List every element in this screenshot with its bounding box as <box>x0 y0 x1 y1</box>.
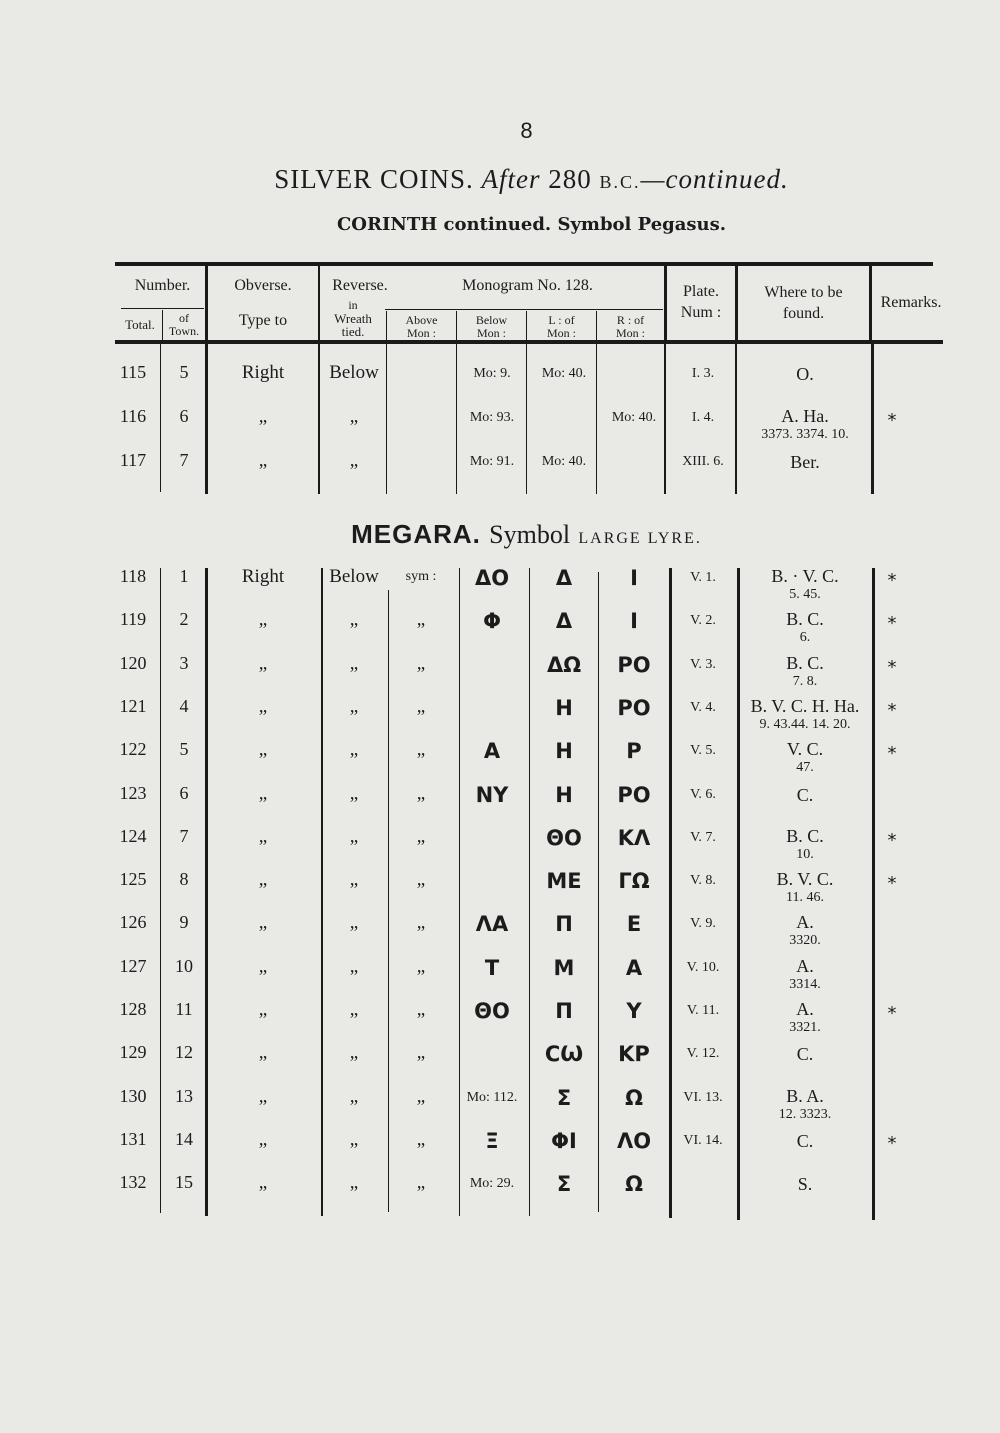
row-town: 6 <box>179 782 189 803</box>
row-where: Ber. <box>790 452 820 472</box>
row-right-mon: Ω <box>625 1085 643 1110</box>
row-town: 1 <box>179 566 189 586</box>
row-type: „ <box>258 912 268 934</box>
row-type: „ <box>258 825 268 847</box>
row-above-mon: „ <box>416 695 426 717</box>
row-where: A. <box>796 912 814 933</box>
row-total: 117 <box>119 450 147 470</box>
row-plate: I. 4. <box>691 410 715 425</box>
header-below-mon: Mon : <box>476 326 506 340</box>
page-title <box>0 164 1000 195</box>
row-plate: V. 7. <box>690 829 716 845</box>
row-type: „ <box>258 450 268 471</box>
row-wreath: „ <box>349 825 359 847</box>
row-where: O. <box>796 364 814 384</box>
row-left-mon: ΔΩ <box>546 652 582 677</box>
row-plate: V. 6. <box>690 786 716 802</box>
row-remark: * <box>887 1003 897 1024</box>
row-where: B. C. <box>786 652 824 673</box>
row-town: 5 <box>179 362 189 382</box>
row-plate: V. 8. <box>690 873 716 889</box>
section-symbol: Symbol <box>489 520 571 549</box>
row-wreath: „ <box>349 912 359 934</box>
row-town: 11 <box>175 999 193 1019</box>
row-wreath: „ <box>349 999 359 1020</box>
row-left-mon: Δ <box>555 609 573 634</box>
row-plate: V. 12. <box>686 1046 720 1062</box>
row-where: S. <box>797 1174 813 1195</box>
header-number: Number. <box>134 277 191 294</box>
row-below-mon: Mo: 91. <box>469 454 515 469</box>
row-total: 125 <box>119 869 147 890</box>
row-where-detail: 47. <box>796 760 814 776</box>
row-above-mon: „ <box>416 869 426 891</box>
row-left-mon: ΜΕ <box>546 869 582 894</box>
row-total: 120 <box>119 652 147 673</box>
row-plate: V. 5. <box>690 743 716 759</box>
row-town: 5 <box>179 739 189 760</box>
header-left-of: L : of <box>548 313 575 327</box>
header-top-rule <box>115 262 933 266</box>
row-left-mon: Mo: 40. <box>541 454 587 469</box>
row-wreath: „ <box>349 406 359 427</box>
row-right-mon: Ι <box>630 566 638 590</box>
row-where: C. <box>796 1044 814 1065</box>
row-type: „ <box>258 869 268 891</box>
row-left-mon: Mo: 40. <box>541 366 587 381</box>
row-above-mon: „ <box>416 825 426 847</box>
row-remark: * <box>887 570 897 591</box>
header-type-to: Type to <box>238 312 288 329</box>
row-above-mon: „ <box>416 955 426 977</box>
header-monogram: Monogram No. 128. <box>462 277 593 294</box>
row-where-detail: 3373. 3374. 10. <box>761 427 849 442</box>
row-plate: V. 10. <box>686 959 720 975</box>
header-bottom-rule <box>115 340 943 344</box>
header-right-of: R : of <box>616 313 645 327</box>
header-found: found. <box>782 305 825 322</box>
row-total: 124 <box>119 825 147 846</box>
row-below-mon: Φ <box>483 609 501 634</box>
row-below-mon: Mo: 29. <box>469 1176 515 1192</box>
row-right-mon: Υ <box>626 999 642 1023</box>
row-remark: * <box>887 873 897 895</box>
row-where: V. C. <box>786 739 824 760</box>
row-left-mon: Π <box>555 912 573 937</box>
row-where: B. C. <box>786 609 824 630</box>
row-total: 132 <box>119 1172 147 1193</box>
page-subtitle: CORINTH continued. Symbol Pegasus. <box>336 214 727 235</box>
page-number: 8 <box>520 118 533 143</box>
row-where-detail: 11. 46. <box>786 890 824 906</box>
hdr-vline-9 <box>735 266 738 342</box>
section-title-megara <box>0 519 1000 550</box>
header-above: Above <box>405 313 438 327</box>
row-left-mon: ϹѠ <box>544 1042 584 1067</box>
row-wreath: „ <box>349 782 359 804</box>
row-left-mon: Δ <box>555 566 573 590</box>
row-right-mon: ΚΛ <box>617 825 651 850</box>
row-right-mon: Α <box>625 955 643 980</box>
header-obverse: Obverse. <box>234 277 292 294</box>
row-left-mon: Σ <box>556 1085 572 1110</box>
title-continued: —continued. <box>640 164 789 194</box>
row-below-mon: ΝΥ <box>475 782 509 807</box>
row-town: 15 <box>175 1172 193 1193</box>
row-where: B. V. C. <box>776 869 834 890</box>
row-remark: * <box>887 829 897 851</box>
header-below: Below <box>475 313 508 327</box>
row-right-mon: Ι <box>630 609 638 634</box>
row-town: 2 <box>179 609 189 630</box>
row-above-mon: sym : <box>405 569 437 584</box>
row-plate: V. 1. <box>690 570 716 585</box>
row-right-mon: Ρ <box>626 739 642 764</box>
row-wreath: „ <box>349 450 359 471</box>
monogram-underline <box>385 309 663 310</box>
row-town: 7 <box>179 825 189 846</box>
row-town: 13 <box>175 1085 193 1106</box>
header-remarks: Remarks. <box>880 294 942 311</box>
row-above-mon: „ <box>416 1085 426 1107</box>
title-after: After <box>481 164 541 194</box>
row-above-mon: „ <box>416 609 426 631</box>
row-left-mon: Μ <box>553 955 575 980</box>
row-above-mon: „ <box>416 999 426 1020</box>
row-below-mon: Mo: 93. <box>469 410 515 425</box>
row-town: 9 <box>179 912 189 933</box>
title-main: SILVER COINS. <box>274 164 474 194</box>
row-type: „ <box>258 1128 268 1150</box>
row-plate: VI. 13. <box>683 1089 723 1105</box>
row-plate: V. 3. <box>690 656 716 672</box>
row-wreath: „ <box>349 695 359 717</box>
row-remark: * <box>887 1132 897 1154</box>
row-below-mon: ΔΟ <box>474 566 510 590</box>
row-plate: V. 2. <box>690 613 716 629</box>
row-right-mon: ΛΟ <box>616 1128 652 1153</box>
megara-vline-5 <box>459 568 460 1216</box>
row-wreath: „ <box>349 1172 359 1194</box>
row-plate: VI. 14. <box>683 1132 723 1148</box>
row-where: B. C. <box>786 825 824 846</box>
row-where: C. <box>796 784 814 805</box>
row-above-mon: „ <box>416 1128 426 1150</box>
row-right-mon: Mo: 40. <box>611 410 657 425</box>
row-where: B. · V. C. <box>771 566 839 586</box>
row-total: 118 <box>119 566 147 586</box>
header-where: Where to be <box>764 284 843 301</box>
row-type: „ <box>258 652 268 674</box>
header-of: of <box>179 311 189 325</box>
row-town: 4 <box>179 695 189 716</box>
section-name: MEGARA. <box>351 519 481 549</box>
row-right-mon: ΡΟ <box>617 695 651 720</box>
row-town: 10 <box>175 955 193 976</box>
header-num: Num : <box>680 304 722 321</box>
row-type: Right <box>241 362 285 383</box>
title-era: B.C. <box>599 172 641 192</box>
row-type: „ <box>258 782 268 804</box>
row-where: A. <box>796 955 814 976</box>
row-type: „ <box>258 609 268 631</box>
row-wreath: „ <box>349 869 359 891</box>
row-where-detail: 3314. <box>789 976 821 992</box>
row-where: B. A. <box>786 1085 824 1106</box>
row-type: „ <box>258 406 268 427</box>
row-wreath: Below <box>329 362 379 383</box>
row-right-mon: ΡΟ <box>617 782 651 807</box>
row-where-detail: 10. <box>796 846 814 862</box>
row-left-mon: Η <box>555 739 573 764</box>
row-plate: V. 9. <box>690 916 716 932</box>
row-remark: * <box>887 699 897 721</box>
row-where-detail: 3321. <box>789 1020 821 1035</box>
row-type: „ <box>258 955 268 977</box>
row-left-mon: Π <box>555 999 573 1023</box>
row-right-mon: Ω <box>625 1172 643 1197</box>
header-plate: Plate. <box>683 283 719 300</box>
header-wreath: Wreath <box>334 311 372 326</box>
section-symbol-name: LARGE LYRE. <box>578 530 702 547</box>
row-total: 126 <box>119 912 147 933</box>
row-total: 121 <box>119 695 147 716</box>
row-type: Right <box>241 566 285 587</box>
row-below-mon: Mo: 9. <box>473 366 511 381</box>
row-below-mon: Mo: 112. <box>466 1089 518 1105</box>
row-where: A. <box>796 999 814 1019</box>
row-above-mon: „ <box>416 1172 426 1194</box>
row-total: 123 <box>119 782 147 803</box>
header-left-mon: Mon : <box>546 326 576 340</box>
row-total: 130 <box>119 1085 147 1106</box>
row-remark: * <box>887 743 897 765</box>
row-town: 7 <box>179 450 189 470</box>
header-total: Total. <box>125 317 155 332</box>
row-above-mon: „ <box>416 739 426 761</box>
row-remark: * <box>887 656 897 678</box>
row-type: „ <box>258 1085 268 1107</box>
row-remark: * <box>887 410 897 431</box>
row-where: A. Ha. <box>781 406 829 426</box>
megara-vline-4 <box>388 590 389 1212</box>
row-wreath: „ <box>349 1128 359 1150</box>
row-below-mon: ΘΟ <box>474 999 510 1023</box>
row-where-detail: 6. <box>799 630 811 646</box>
row-wreath: „ <box>349 1085 359 1107</box>
row-where-detail: 3320. <box>789 933 821 949</box>
row-town: 6 <box>179 406 189 426</box>
row-where: C. <box>796 1130 814 1151</box>
row-above-mon: „ <box>416 652 426 674</box>
row-total: 119 <box>119 609 147 630</box>
row-type: „ <box>258 1172 268 1194</box>
row-type: „ <box>258 739 268 761</box>
row-right-mon: ΓΩ <box>618 869 650 894</box>
row-total: 129 <box>119 1042 147 1063</box>
row-remark: * <box>887 613 897 635</box>
header-in: in <box>348 298 358 312</box>
title-year: 280 <box>548 164 592 194</box>
row-total: 128 <box>119 999 147 1019</box>
row-total: 122 <box>119 739 147 760</box>
row-below-mon: Α <box>483 739 501 764</box>
row-total: 127 <box>119 955 147 976</box>
row-type: „ <box>258 1042 268 1064</box>
row-total: 115 <box>119 362 147 382</box>
header-right-mon: Mon : <box>615 326 645 340</box>
row-left-mon: Η <box>555 782 573 807</box>
row-wreath: „ <box>349 609 359 631</box>
row-where-detail: 9. 43.44. 14. 20. <box>759 716 851 732</box>
row-below-mon: Τ <box>484 955 500 980</box>
row-above-mon: „ <box>416 782 426 804</box>
row-wreath: Below <box>329 566 379 587</box>
row-plate: V. 4. <box>690 699 716 715</box>
number-underline <box>121 308 204 309</box>
row-plate: V. 11. <box>686 1003 720 1018</box>
header-above-mon: Mon : <box>406 326 436 340</box>
row-wreath: „ <box>349 739 359 761</box>
row-where-detail: 12. 3323. <box>778 1106 832 1122</box>
header-tied: tied. <box>341 324 365 339</box>
row-where-detail: 7. 8. <box>792 673 818 689</box>
header-reverse: Reverse. <box>332 277 388 294</box>
row-left-mon: ΦΙ <box>551 1128 577 1153</box>
row-where: B. V. C. H. Ha. <box>750 695 860 716</box>
row-wreath: „ <box>349 955 359 977</box>
row-right-mon: Ε <box>626 912 642 937</box>
row-town: 8 <box>179 869 189 890</box>
row-wreath: „ <box>349 652 359 674</box>
row-town: 3 <box>179 652 189 673</box>
row-right-mon: ΚΡ <box>618 1042 650 1067</box>
row-above-mon: „ <box>416 1042 426 1064</box>
row-above-mon: „ <box>416 912 426 934</box>
row-left-mon: Η <box>555 695 573 720</box>
row-left-mon: ΘΟ <box>546 825 582 850</box>
row-total: 116 <box>119 406 147 426</box>
row-type: „ <box>258 695 268 717</box>
row-town: 14 <box>175 1128 193 1149</box>
header-town: Town. <box>168 324 200 338</box>
row-wreath: „ <box>349 1042 359 1064</box>
row-where-detail: 5. 45. <box>789 587 821 602</box>
row-below-mon: ΛΑ <box>475 912 509 937</box>
row-plate: I. 3. <box>691 366 715 381</box>
row-below-mon: Ξ <box>485 1128 499 1153</box>
row-total: 131 <box>119 1128 147 1149</box>
row-right-mon: ΡΟ <box>617 652 651 677</box>
row-town: 12 <box>175 1042 193 1063</box>
row-left-mon: Σ <box>556 1172 572 1197</box>
row-plate: XIII. 6. <box>682 454 724 469</box>
row-type: „ <box>258 999 268 1020</box>
